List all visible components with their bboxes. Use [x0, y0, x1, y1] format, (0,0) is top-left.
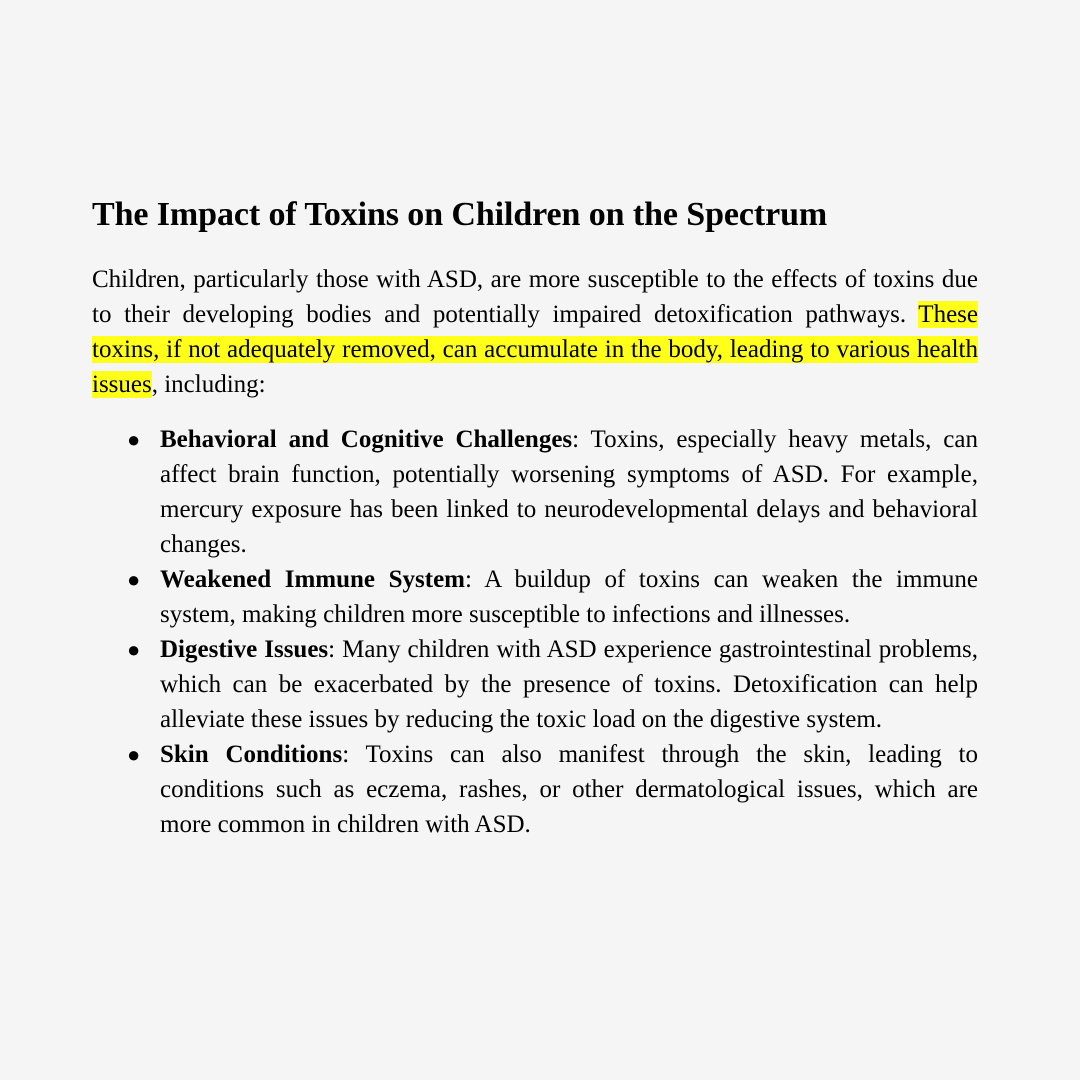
list-item-term: Behavioral and Cognitive Challenges [160, 426, 573, 453]
bullet-icon: ● [127, 637, 141, 662]
bullet-list [92, 422, 978, 842]
intro-paragraph [92, 262, 978, 402]
bullet-icon: ● [127, 567, 141, 592]
list-item-text: : Toxins can also manifest through the skin, leading to conditions such as eczema, rashes, or other dermatological issues, which are more common in children with ASD. [160, 741, 978, 838]
highlighted-text: These toxins, if not adequately removed, can accumulate in the body, leading to various health issues [92, 301, 978, 398]
bullet-icon: ● [127, 742, 141, 767]
intro-tail: , including: [151, 371, 266, 398]
intro-text: Children, particularly those with ASD, are more susceptible to the effects of toxins due to their developing bodies and potentially impaired detoxification pathways. [92, 266, 978, 328]
list-item [92, 632, 978, 737]
page-title: The Impact of Toxins on Children on the Spectrum [92, 196, 828, 233]
list-item [92, 562, 978, 632]
list-item-term: Skin Conditions [160, 741, 343, 768]
list-item [92, 422, 978, 562]
document-page [92, 190, 978, 842]
list-item-text: : Many children with ASD experience gastrointestinal problems, which can be exacerbated by the presence of toxins. Detoxification can help alleviate these issues by reducing the toxic load on the digestive system. [160, 636, 978, 733]
list-item-term: Weakened Immune System [160, 566, 466, 593]
list-item-text: : A buildup of toxins can weaken the immune system, making children more susceptible to infections and illnesses. [160, 566, 978, 628]
bullet-icon: ● [127, 427, 141, 452]
list-item-term: Digestive Issues [160, 636, 329, 663]
list-item [92, 737, 978, 842]
list-item-text: : Toxins, especially heavy metals, can affect brain function, potentially worsening symptoms of ASD. For example, mercury exposure has been linked to neurodevelopmental delays and behavioral changes. [160, 426, 978, 558]
